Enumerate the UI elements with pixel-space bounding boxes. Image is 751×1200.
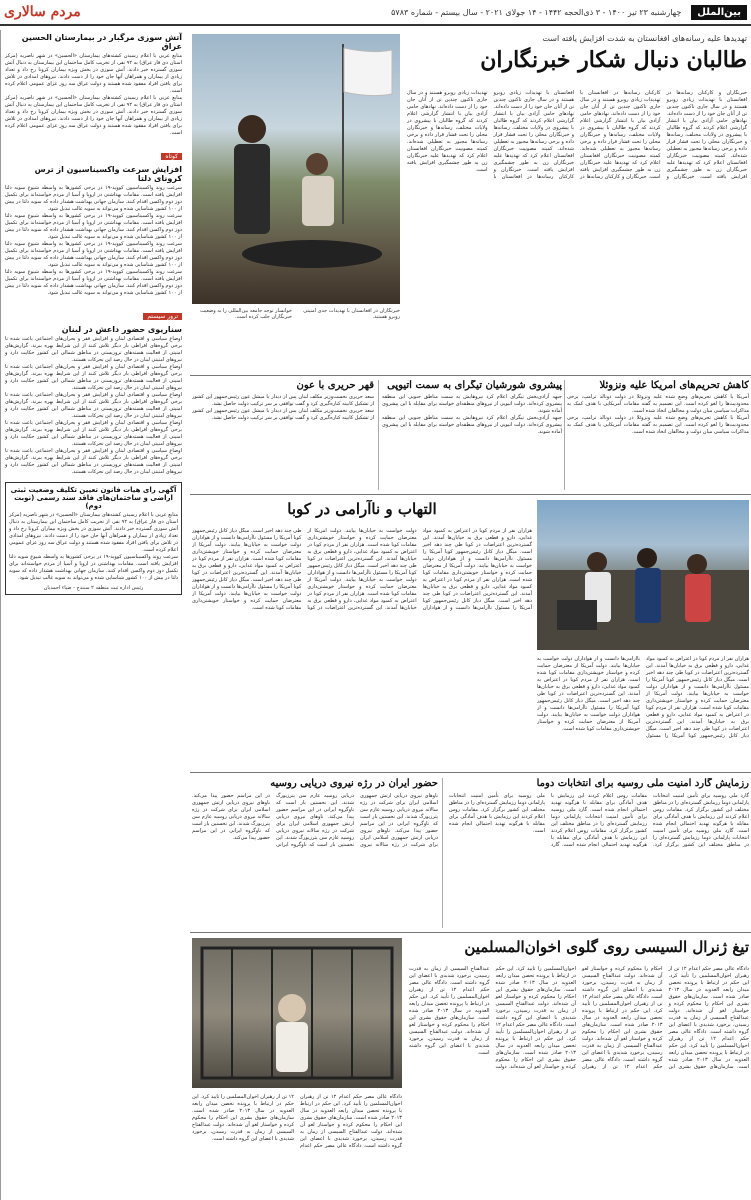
sidebar-story-title: سناریوی حضور داعش در لبنان — [61, 325, 182, 334]
story-text: سعد حریری نخست‌وزیر مکلف لبنان پس از دیدار با میشل عون رئیس‌جمهور این کشور از تشکیل کابینه کناره‌گیری کرد و گفت توافقی بر سر ترکیب دولت حاصل نشد. — [192, 408, 374, 421]
lead-body-text: خبرنگاران و کارکنان رسانه‌ها در افغانستان با تهدیدات زیادی روبرو هستند و در سال جاری تاکنون چندین تن از آنان جان خود را از دست داده‌اند. نهادهای حامی آزادی بیان با انتشار گزارشی اعلام کردند که گروه طالبان با پیشروی در ولایات مختلف، رسانه‌ها و خبرنگاران محلی را تحت فشار قرار داده و برخی رسانه‌ها مجبور به تعطیلی شده‌اند. کمیته مصونیت خبرنگاران افغانستان اعلام کرد که تهدیدها علیه خبرنگاران زن به طور چشمگیری افزایش یافته است. — [493, 90, 647, 180]
story-russia-election — [449, 778, 749, 928]
sidebar-story-text: سرعت روند واکسیناسیون کووید-۱۹ در برخی کشورها به واسطه شیوع سویه دلتا افزایش یافته است. مقامات بهداشتی در اروپا و آسیا از مردم خواسته‌اند برای تکمیل دوز دوم واکسن اقدام کنند. سازمان جهانی بهداشت هشدار داده که سویه دلتا در بیش از ۱۰۰ کشور شناسایی شده و می‌تواند به سویه غالب تبدیل شود. — [5, 269, 182, 296]
story-venezuela — [567, 380, 749, 490]
legal-ad — [5, 482, 182, 595]
story-text: ناوهای نیروی دریایی ارتش جمهوری اسلامی ایران برای شرکت در رژه سالانه نیروی دریایی روسیه عازم سن پترزبورگ شدند. این نخستین بار است که ناوگروه ایرانی در این مراسم حضور پیدا می‌کند. — [276, 793, 438, 848]
cuba-photo-illustration — [537, 500, 749, 650]
lead-body-text: خبرنگاران و کارکنان رسانه‌ها در افغانستان با تهدیدات زیادی روبرو هستند و در سال جاری تاکنون چندین تن از آنان جان خود را از دست داده‌اند. نهادهای حامی آزادی بیان با انتشار گزارشی اعلام کردند که گروه طالبان با پیشروی در ولایات مختلف، رسانه‌ها و خبرنگاران محلی را تحت فشار قرار داده و برخی رسانه‌ها مجبور به تعطیلی شده‌اند. کمیته مصونیت خبرنگاران افغانستان اعلام کرد که تهدیدها علیه خبرنگاران زن به طور چشمگیری افزایش یافته است. — [407, 90, 574, 180]
sidebar-story-title: آتش سوزی مرگبار در بیمارستان الحسین عراق — [21, 33, 182, 51]
cuba-body-text: هزاران نفر از مردم کوبا در اعتراض به کمبود مواد غذایی، دارو و قطعی برق به خیابان‌ها آمدند. این گسترده‌ترین اعتراضات در کوبا طی چند دهه اخیر است. میگل دیاز کانل رئیس‌جمهور کوبا آمریکا را مسئول ناآرامی‌ها دانست و از هواداران دولت خواست به خیابان‌ها بیایند. دولت آمریکا از معترضان حمایت کرده و خواستار خویشتن‌داری مقامات کوبا شده است. — [192, 528, 417, 611]
story-text: گارد ملی روسیه برای تأمین امنیت انتخابات پارلمانی دوما رزمایش گسترده‌ای را در مناطق مختلف این کشور برگزار کرد. مقامات روس اعلام کردند این رزمایش با هدف آمادگی برای مقابله با هرگونه تهدید احتمالی انجام شده است. — [653, 793, 749, 834]
sidebar-story-text: سرعت روند واکسیناسیون کووید-۱۹ در برخی کشورها به واسطه شیوع سویه دلتا افزایش یافته است. مقامات بهداشتی در اروپا و آسیا از مردم خواسته‌اند برای تکمیل دوز دوم واکسن اقدام کنند. سازمان جهانی بهداشت هشدار داده که سویه دلتا در بیش از ۱۰۰ کشور شناسایی شده و می‌تواند به سویه غالب تبدیل شود. — [5, 185, 182, 212]
story-text: گارد ملی روسیه برای تأمین امنیت انتخابات پارلمانی دوما رزمایش گسترده‌ای را در مناطق مختلف این کشور برگزار کرد. مقامات روس اعلام کردند این رزمایش با هدف آمادگی برای مقابله با هرگونه تهدید احتمالی انجام شده است. — [449, 793, 560, 848]
egypt-title: تیغ ژنرال السیسی روی گلوی اخوان‌المسلمین — [464, 938, 749, 956]
story-tigray — [382, 380, 562, 490]
story-title: رزمایش گارد امنیت ملی روسیه برای انتخابات دوما — [536, 778, 749, 789]
egypt-body-text: دادگاه عالی مصر حکم اعدام ۱۲ تن از رهبران اخوان‌المسلمین را تأیید کرد. این حکم در ارتباط با پرونده تحصن میدان رابعه العدویه در سال ۲۰۱۳ صادر شده است. سازمان‌های حقوق بشری این احکام را محکوم کرده و خواستار لغو آن شده‌اند. دولت عبدالفتاح السیسی از زمان به قدرت رسیدن، برخورد شدیدی با اعضای این گروه داشته است. — [582, 994, 663, 1063]
lead-photo — [192, 34, 400, 304]
egypt-body-text: دادگاه عالی مصر حکم اعدام ۱۲ تن از رهبران اخوان‌المسلمین را تأیید کرد. این حکم در ارتباط با پرونده تحصن میدان رابعه العدویه در سال ۲۰۱۳ صادر شده است. سازمان‌های حقوق بشری این احکام را محکوم کرده و خواستار لغو آن شده‌اند. دولت عبدالفتاح السیسی از زمان به قدرت رسیدن، برخورد شدیدی با اعضای این گروه داشته است. — [300, 1094, 402, 1149]
cuba-body-right — [537, 656, 749, 768]
sidebar-story — [5, 143, 182, 297]
cuba-body-text: هزاران نفر از مردم کوبا در اعتراض به کمبود مواد غذایی، دارو و قطعی برق به خیابان‌ها آمدند. این گسترده‌ترین اعتراضات در کوبا طی چند دهه اخیر است. میگل دیاز کانل رئیس‌جمهور کوبا آمریکا را مسئول ناآرامی‌ها دانست و از هواداران دولت خواست به خیابان‌ها بیایند. دولت آمریکا از معترضان حمایت کرده و خواستار خویشتن‌داری مقامات کوبا شده است. — [422, 528, 532, 583]
cuba-body-text: هزاران نفر از مردم کوبا در اعتراض به کمبود مواد غذایی، دارو و قطعی برق به خیابان‌ها آمدند. این گسترده‌ترین اعتراضات در کوبا طی چند دهه اخیر است. میگل دیاز کانل رئیس‌جمهور کوبا آمریکا را مسئول ناآرامی‌ها دانست و از هواداران دولت خواست به خیابان‌ها بیایند. دولت آمریکا از معترضان حمایت کرده و خواستار خویشتن‌داری مقامات کوبا شده است. — [646, 656, 749, 711]
sidebar-story-title: افزایش سرعت واکسیناسیون از ترس کرونای دلتا — [34, 165, 182, 183]
cuba-body-text: هزاران نفر از مردم کوبا در اعتراض به کمبود مواد غذایی، دارو و قطعی برق به خیابان‌ها آمدند. این گسترده‌ترین اعتراضات در کوبا طی چند دهه اخیر است. میگل دیاز کانل رئیس‌جمهور کوبا آمریکا را مسئول ناآرامی‌ها دانست و از هواداران دولت خواست به خیابان‌ها بیایند. دولت آمریکا از معترضان حمایت کرده و خواستار خویشتن‌داری مقامات کوبا شده است. — [307, 528, 532, 611]
sidebar-story-text: اوضاع سیاسی و اقتصادی لبنان و افزایش فقر و بحران‌های اجتماعی باعث شده تا برخی گروه‌های افراطی بار دیگر تلاش کنند از این شرایط بهره ببرند. گزارش‌های امنیتی از فعالیت هسته‌های تروریستی در مناطق شمالی این کشور حکایت دارد و نیروهای امنیتی لبنان در حال رصد این تحرکات هستند. — [5, 448, 182, 475]
sidebar-story-text: سرعت روند واکسیناسیون کووید-۱۹ در برخی کشورها به واسطه شیوع سویه دلتا افزایش یافته است. مقامات بهداشتی در اروپا و آسیا از مردم خواسته‌اند برای تکمیل دوز دوم واکسن اقدام کنند. سازمان جهانی بهداشت هشدار داده که سویه دلتا در بیش از ۱۰۰ کشور شناسایی شده و می‌تواند به سویه غالب تبدیل شود. — [5, 241, 182, 268]
egypt-body-left — [192, 1094, 402, 1196]
sidebar-story-text: اوضاع سیاسی و اقتصادی لبنان و افزایش فقر و بحران‌های اجتماعی باعث شده تا برخی گروه‌های افراطی بار دیگر تلاش کنند از این شرایط بهره ببرند. گزارش‌های امنیتی از فعالیت هسته‌های تروریستی در مناطق شمالی این کشور حکایت دارد و نیروهای امنیتی لبنان در حال رصد این تحرکات هستند. — [5, 392, 182, 419]
lead-caption-right: خبرنگاران در افغانستان با تهدیدات جدی امنیتی روبرو هستند. — [303, 308, 400, 320]
story-lebanon — [192, 380, 374, 490]
cuba-body-text: هزاران نفر از مردم کوبا در اعتراض به کمبود مواد غذایی، دارو و قطعی برق به خیابان‌ها آمدند. این گسترده‌ترین اعتراضات در کوبا طی چند دهه اخیر است. میگل دیاز کانل رئیس‌جمهور کوبا آمریکا را مسئول ناآرامی‌ها دانست و از هواداران دولت خواست به خیابان‌ها بیایند. دولت آمریکا از معترضان حمایت کرده و خواستار خویشتن‌داری مقامات کوبا شده است. — [192, 556, 302, 611]
egypt-body-text: دادگاه عالی مصر حکم اعدام ۱۲ تن از رهبران اخوان‌المسلمین را تأیید کرد. این حکم در ارتباط با پرونده تحصن میدان رابعه العدویه در سال ۲۰۱۳ صادر شده است. سازمان‌های حقوق بشری این احکام را محکوم کرده و خواستار لغو آن شده‌اند. دولت عبدالفتاح السیسی از زمان به قدرت رسیدن، برخورد شدیدی با اعضای این گروه داشته است. — [409, 966, 576, 1070]
lead-body-text: خبرنگاران و کارکنان رسانه‌ها در افغانستان با تهدیدات زیادی روبرو هستند و در سال جاری تاکنون چندین تن از آنان جان خود را از دست داده‌اند. نهادهای حامی آزادی بیان با انتشار گزارشی اعلام کردند که گروه طالبان با پیشروی در ولایات مختلف، رسانه‌ها و خبرنگاران محلی را تحت فشار قرار داده و برخی رسانه‌ها مجبور به تعطیلی شده‌اند. کمیته مصونیت خبرنگاران افغانستان اعلام کرد که تهدیدها علیه خبرنگاران زن به طور چشمگیری افزایش یافته است. — [580, 90, 695, 180]
sidebar-story-text: سرعت روند واکسیناسیون کووید-۱۹ در برخی کشورها به واسطه شیوع سویه دلتا افزایش یافته است. مقامات بهداشتی در اروپا و آسیا از مردم خواسته‌اند برای تکمیل دوز دوم واکسن اقدام کنند. سازمان جهانی بهداشت هشدار داده که سویه دلتا در بیش از ۱۰۰ کشور شناسایی شده و می‌تواند به سویه غالب تبدیل شود. — [5, 213, 182, 240]
ad-footer: رئیس اداره ثبت منطقه ۲ سنندج - ضیاء احمدیان — [43, 585, 144, 591]
egypt-body-text: دادگاه عالی مصر حکم اعدام ۱۲ تن از رهبران اخوان‌المسلمین را تأیید کرد. این حکم در ارتباط با پرونده تحصن میدان رابعه العدویه در سال ۲۰۱۳ صادر شده است. سازمان‌های حقوق بشری این احکام را محکوم کرده و خواستار لغو آن شده‌اند. دولت عبدالفتاح السیسی از زمان به قدرت رسیدن، برخورد شدیدی با اعضای این گروه داشته است. — [192, 1094, 362, 1149]
story-text: آمریکا با کاهش تحریم‌های وضع شده علیه ونزوئلا در دولت دونالد ترامپ، برخی محدودیت‌ها را لغو کرده است. این تصمیم به گفته مقامات آمریکایی با هدف کمک به مذاکرات سیاسی میان دولت و مخالفان اتخاذ شده است. — [567, 394, 749, 414]
divider — [190, 375, 751, 376]
main-content — [190, 30, 751, 1200]
egypt-header — [409, 938, 749, 962]
sidebar — [0, 30, 186, 1200]
story-text: ناوهای نیروی دریایی ارتش جمهوری اسلامی ایران برای شرکت در رژه سالانه نیروی دریایی روسیه عازم سن پترزبورگ شدند. این نخستین بار است که ناوگروه ایرانی در این مراسم حضور پیدا می‌کند. — [192, 800, 270, 841]
ad-text: سرعت روند واکسیناسیون کووید-۱۹ در برخی کشورها به واسطه شیوع سویه دلتا افزایش یافته است. مقامات بهداشتی در اروپا و آسیا از مردم خواسته‌اند برای تکمیل دوز دوم واکسن اقدام کنند. سازمان جهانی بهداشت هشدار داده که سویه دلتا در بیش از ۱۰۰ کشور شناسایی شده و می‌تواند به سویه غالب تبدیل شود. — [9, 554, 178, 581]
story-text: جبهه آزادی‌بخش تیگرای اعلام کرد نیروهایش به سمت مناطق جنوبی این منطقه پیشروی کرده‌اند. دولت اتیوپی از نیروهای منطقه‌ای خواسته برای مقابله با این پیشروی آماده شوند. — [382, 394, 562, 414]
sidebar-kicker: ترور سیستم — [143, 313, 182, 320]
story-text: گارد ملی روسیه برای تأمین امنیت انتخابات پارلمانی دوما رزمایش گسترده‌ای را در مناطق مختلف این کشور برگزار کرد. مقامات روس اعلام کردند این رزمایش با هدف آمادگی برای مقابله با هرگونه تهدید احتمالی انجام شده است. — [551, 793, 749, 848]
story-iran-navy — [192, 778, 438, 928]
egypt-body-text: دادگاه عالی مصر حکم اعدام ۱۲ تن از رهبران اخوان‌المسلمین را تأیید کرد. این حکم در ارتباط با پرونده تحصن میدان رابعه العدویه در سال ۲۰۱۳ صادر شده است. سازمان‌های حقوق بشری این احکام را محکوم کرده و خواستار لغو آن شده‌اند. دولت عبدالفتاح السیسی از زمان به قدرت رسیدن، برخورد شدیدی با اعضای این گروه داشته است. — [409, 980, 490, 1056]
sidebar-story-text: اوضاع سیاسی و اقتصادی لبنان و افزایش فقر و بحران‌های اجتماعی باعث شده تا برخی گروه‌های افراطی بار دیگر تلاش کنند از این شرایط بهره ببرند. گزارش‌های امنیتی از فعالیت هسته‌های تروریستی در مناطق شمالی این کشور حکایت دارد و نیروهای امنیتی لبنان در حال رصد این تحرکات هستند. — [5, 364, 182, 391]
story-title: حضور ایران در رژه نیروی دریایی روسیه — [270, 778, 438, 789]
cuba-body-text: هزاران نفر از مردم کوبا در اعتراض به کمبود مواد غذایی، دارو و قطعی برق به خیابان‌ها آمدند. این گسترده‌ترین اعتراضات در کوبا طی چند دهه اخیر است. میگل دیاز کانل رئیس‌جمهور کوبا آمریکا را مسئول ناآرامی‌ها دانست و از هواداران دولت خواست به خیابان‌ها بیایند. دولت آمریکا از معترضان حمایت کرده و خواستار خویشتن‌داری مقامات کوبا شده است. — [307, 542, 417, 597]
story-title: قهر حریری با عون — [296, 380, 374, 391]
story-body — [449, 793, 749, 849]
sidebar-kicker: کوتاه — [161, 153, 182, 160]
divider — [190, 932, 751, 933]
cuba-body-text: هزاران نفر از مردم کوبا در اعتراض به کمبود مواد غذایی، دارو و قطعی برق به خیابان‌ها آمدند. این گسترده‌ترین اعتراضات در کوبا طی چند دهه اخیر است. میگل دیاز کانل رئیس‌جمهور کوبا آمریکا را مسئول ناآرامی‌ها دانست و از هواداران دولت خواست به خیابان‌ها بیایند. دولت آمریکا از معترضان حمایت کرده و خواستار خویشتن‌داری مقامات کوبا شده است. — [537, 656, 749, 739]
cuba-body — [192, 528, 532, 768]
sidebar-story-text: اوضاع سیاسی و اقتصادی لبنان و افزایش فقر و بحران‌های اجتماعی باعث شده تا برخی گروه‌های افراطی بار دیگر تلاش کنند از این شرایط بهره ببرند. گزارش‌های امنیتی از فعالیت هسته‌های تروریستی در مناطق شمالی این کشور حکایت دارد و نیروهای امنیتی لبنان در حال رصد این تحرکات هستند. — [5, 336, 182, 363]
masthead — [0, 0, 751, 26]
sidebar-story — [5, 303, 182, 476]
egypt-body — [409, 966, 749, 1196]
divider — [378, 380, 379, 490]
cuba-title: التهاب و ناآرامی در کوبا — [287, 500, 437, 518]
divider — [190, 772, 751, 773]
lead-caption-left: خوانسار توجه جامعه بین‌المللی را به وضعیت خبرنگاران جلب کرده است. — [200, 308, 292, 320]
divider — [564, 380, 565, 490]
egypt-body-text: دادگاه عالی مصر حکم اعدام ۱۲ تن از رهبران اخوان‌المسلمین را تأیید کرد. این حکم در ارتباط با پرونده تحصن میدان رابعه العدویه در سال ۲۰۱۳ صادر شده است. سازمان‌های حقوق بشری این احکام را محکوم کرده و خواستار لغو آن شده‌اند. دولت عبدالفتاح السیسی از زمان به قدرت رسیدن، برخورد شدیدی با اعضای این گروه داشته است. — [495, 966, 663, 1070]
story-text: ناوهای نیروی دریایی ارتش جمهوری اسلامی ایران برای شرکت در رژه سالانه نیروی دریایی روسیه عازم سن پترزبورگ شدند. این نخستین بار است که ناوگروه ایرانی در این مراسم حضور پیدا می‌کند. — [360, 793, 438, 834]
story-title: کاهش تحریم‌های آمریکا علیه ونزوئلا — [599, 380, 749, 391]
section-tag: بین‌الملل — [691, 5, 747, 20]
story-text: سعد حریری نخست‌وزیر مکلف لبنان پس از دیدار با میشل عون رئیس‌جمهور این کشور از تشکیل کابینه کناره‌گیری کرد و گفت توافقی بر سر ترکیب دولت حاصل نشد. — [192, 394, 374, 407]
story-text: جبهه آزادی‌بخش تیگرای اعلام کرد نیروهایش به سمت مناطق جنوبی این منطقه پیشروی کرده‌اند. دولت اتیوپی از نیروهای منطقه‌ای خواسته برای مقابله با این پیشروی آماده شوند. — [382, 415, 562, 435]
cuba-header — [192, 500, 532, 524]
story-text: آمریکا با کاهش تحریم‌های وضع شده علیه ونزوئلا در دولت دونالد ترامپ، برخی محدودیت‌ها را لغو کرده است. این تصمیم به گفته مقامات آمریکایی با هدف کمک به مذاکرات سیاسی میان دولت و مخالفان اتخاذ شده است. — [567, 415, 749, 435]
lead-body — [407, 90, 747, 305]
lead-body-text: خبرنگاران و کارکنان رسانه‌ها در افغانستان با تهدیدات زیادی روبرو هستند و در سال جاری تاکنون چندین تن از آنان جان خود را از دست داده‌اند. نهادهای حامی آزادی بیان با انتشار گزارشی اعلام کردند که گروه طالبان با پیشروی در ولایات مختلف، رسانه‌ها و خبرنگاران محلی را تحت فشار قرار داده و برخی رسانه‌ها مجبور به تعطیلی شده‌اند. کمیته مصونیت خبرنگاران افغانستان اعلام کرد که تهدیدها علیه خبرنگاران زن به طور چشمگیری افزایش یافته است. — [666, 90, 747, 180]
sidebar-story-text: منابع عربی با اعلام رسیدن کشته‌های بیمارستان «الحسین» در شهر ناصریه (مرکز استان ذی قار عراق) به ۹۲ نفر، از تخریب کامل ساختمان این بیمارستان به دنبال آتش سوزی گسترده خبر دادند. آتش سوزی در بخش ویژه بیماران کرونا رخ داد و تعداد زیادی از بیماران و همراهان آنها جان خود را از دست دادند. نیروهای امدادی در تلاش برای یافتن افراد مفقود شده هستند و دولت عراق سه روز عزای عمومی اعلام کرده است. — [5, 95, 182, 136]
ad-text: منابع عربی با اعلام رسیدن کشته‌های بیمارستان «الحسین» در شهر ناصریه (مرکز استان ذی قار عراق) به ۹۲ نفر، از تخریب کامل ساختمان این بیمارستان به دنبال آتش سوزی گسترده خبر دادند. آتش سوزی در بخش ویژه بیماران کرونا رخ داد و تعداد زیادی از بیماران و همراهان آنها جان خود را از دست دادند. نیروهای امدادی در تلاش برای یافتن افراد مفقود شده هستند و دولت عراق سه روز عزای عمومی اعلام کرده است. — [9, 512, 179, 553]
story-title: پیشروی شورشیان تیگرای به سمت آتیوپی — [387, 380, 562, 391]
lead-title: طالبان دنبال شکار خبرنگاران — [480, 47, 747, 73]
dateline: چهارشنبه ۲۳ تیر ۱۴۰۰ - ۳ ذی‌الحجه ۱۴۴۲ - ۱۴ جولای ۲۰۲۱ - سال بیستم - شماره ۵۷۸۳ — [391, 7, 682, 17]
story-text: گارد ملی روسیه برای تأمین امنیت انتخابات پارلمانی دوما رزمایش گسترده‌ای را در مناطق مختلف این کشور برگزار کرد. مقامات روس اعلام کردند این رزمایش با هدف آمادگی برای مقابله با هرگونه تهدید احتمالی انجام شده است. — [551, 807, 648, 848]
brand-logo: مردم سالاری — [4, 4, 81, 20]
divider — [190, 494, 751, 495]
divider — [442, 778, 443, 928]
story-text: ناوهای نیروی دریایی ارتش جمهوری اسلامی ایران برای شرکت در رژه سالانه نیروی دریایی روسیه عازم سن پترزبورگ شدند. این نخستین بار است که ناوگروه ایرانی در این مراسم حضور پیدا می‌کند. — [192, 793, 354, 848]
egypt-photo-illustration — [192, 938, 402, 1088]
sidebar-story-text: منابع عربی با اعلام رسیدن کشته‌های بیمارستان «الحسین» در شهر ناصریه (مرکز استان ذی قار عراق) به ۹۲ نفر، از تخریب کامل ساختمان این بیمارستان به دنبال آتش سوزی گسترده خبر دادند. آتش سوزی در بخش ویژه بیماران کرونا رخ داد و تعداد زیادی از بیماران و همراهان آنها جان خود را از دست دادند. نیروهای امدادی در تلاش برای یافتن افراد مفقود شده هستند و دولت عراق سه روز عزای عمومی اعلام کرده است. — [5, 53, 182, 94]
lead-kicker: تهدیدها علیه رسانه‌های افغانستان به شدت افزایش یافته است — [542, 34, 747, 43]
egypt-body-text: دادگاه عالی مصر حکم اعدام ۱۲ تن از رهبران اخوان‌المسلمین را تأیید کرد. این حکم در ارتباط با پرونده تحصن میدان رابعه العدویه در سال ۲۰۱۳ صادر شده است. سازمان‌های حقوق بشری این احکام را محکوم کرده و خواستار لغو آن شده‌اند. دولت عبدالفتاح السیسی از زمان به قدرت رسیدن، برخورد شدیدی با اعضای این گروه داشته است. — [582, 966, 749, 1070]
egypt-photo — [192, 938, 402, 1088]
sidebar-story-text: اوضاع سیاسی و اقتصادی لبنان و افزایش فقر و بحران‌های اجتماعی باعث شده تا برخی گروه‌های افراطی بار دیگر تلاش کنند از این شرایط بهره ببرند. گزارش‌های امنیتی از فعالیت هسته‌های تروریستی در مناطق شمالی این کشور حکایت دارد و نیروهای امنیتی لبنان در حال رصد این تحرکات هستند. — [5, 420, 182, 447]
sidebar-story — [5, 33, 182, 137]
cuba-photo — [537, 500, 749, 650]
lead-photo-illustration — [192, 34, 400, 304]
story-body — [192, 793, 438, 849]
cuba-body-text: هزاران نفر از مردم کوبا در اعتراض به کمبود مواد غذایی، دارو و قطعی برق به خیابان‌ها آمدند. این گسترده‌ترین اعتراضات در کوبا طی چند دهه اخیر است. میگل دیاز کانل رئیس‌جمهور کوبا آمریکا را مسئول ناآرامی‌ها دانست و از هواداران دولت خواست به خیابان‌ها بیایند. دولت آمریکا از معترضان حمایت کرده و خواستار خویشتن‌داری مقامات کوبا شده است. — [537, 677, 640, 732]
ad-title: آگهی رای هیات فانون تعیین تکلیف وضعیت ثبتی اراضی و ساختمان‌های فاقد سند رسمی (نوبت دوم) — [10, 486, 177, 510]
egypt-body-text: دادگاه عالی مصر حکم اعدام ۱۲ تن از رهبران اخوان‌المسلمین را تأیید کرد. این حکم در ارتباط با پرونده تحصن میدان رابعه العدویه در سال ۲۰۱۳ صادر شده است. سازمان‌های حقوق بشری این احکام را محکوم کرده و خواستار لغو آن شده‌اند. دولت عبدالفتاح السیسی از زمان به قدرت رسیدن، برخورد شدیدی با اعضای این گروه داشته است. — [668, 966, 749, 1035]
